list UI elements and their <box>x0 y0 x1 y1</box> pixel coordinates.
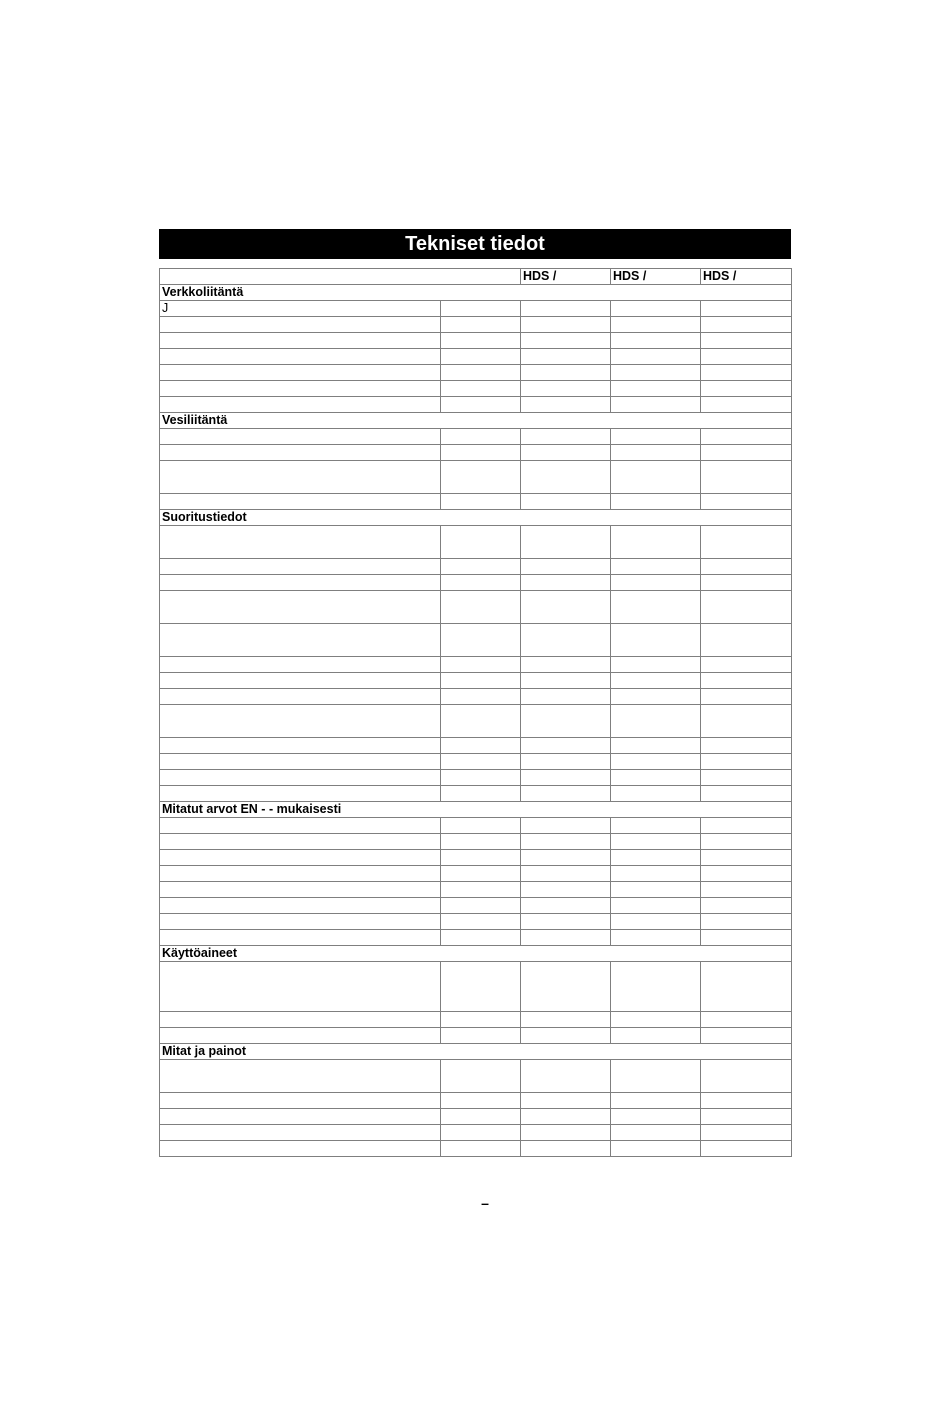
table-cell <box>441 1028 521 1044</box>
table-cell <box>441 914 521 930</box>
table-cell <box>521 397 611 413</box>
table-cell <box>521 624 611 657</box>
row-label-cell <box>160 1028 441 1044</box>
table-row <box>160 429 792 445</box>
table-cell <box>441 365 521 381</box>
table-cell <box>611 1125 701 1141</box>
table-cell <box>521 673 611 689</box>
row-label-cell <box>160 397 441 413</box>
table-cell <box>701 786 792 802</box>
table-row <box>160 754 792 770</box>
row-label-cell <box>160 1109 441 1125</box>
row-label-cell <box>160 349 441 365</box>
table-cell <box>611 1060 701 1093</box>
table-cell <box>611 333 701 349</box>
table-cell <box>441 1012 521 1028</box>
table-cell <box>521 882 611 898</box>
table-cell <box>701 866 792 882</box>
table-cell <box>611 1109 701 1125</box>
table-cell <box>441 770 521 786</box>
table-cell <box>611 657 701 673</box>
table-cell <box>701 349 792 365</box>
table-cell <box>521 898 611 914</box>
table-cell <box>701 834 792 850</box>
row-label-cell <box>160 559 441 575</box>
table-row <box>160 365 792 381</box>
table-cell <box>611 526 701 559</box>
table-cell <box>441 1125 521 1141</box>
table-cell <box>521 738 611 754</box>
table-cell <box>701 1141 792 1157</box>
row-label-cell <box>160 365 441 381</box>
table-cell <box>441 818 521 834</box>
table-cell <box>611 349 701 365</box>
table-cell <box>521 333 611 349</box>
row-label-cell <box>160 445 441 461</box>
table-row <box>160 930 792 946</box>
header-label-cell <box>160 269 441 285</box>
table-cell <box>521 705 611 738</box>
table-row <box>160 397 792 413</box>
row-label-cell <box>160 850 441 866</box>
table-cell <box>441 559 521 575</box>
row-label-cell <box>160 866 441 882</box>
row-label-cell <box>160 914 441 930</box>
row-label-cell <box>160 657 441 673</box>
section-heading-row <box>160 413 792 429</box>
table-cell <box>611 898 701 914</box>
table-cell <box>521 1093 611 1109</box>
page-title: Tekniset tiedot <box>159 229 791 259</box>
row-label-cell <box>160 381 441 397</box>
table-cell <box>521 494 611 510</box>
row-label-cell <box>160 930 441 946</box>
table-cell <box>441 429 521 445</box>
table-row <box>160 898 792 914</box>
table-row <box>160 689 792 705</box>
section-heading: Verkkoliitäntä <box>160 285 792 301</box>
table-row <box>160 1093 792 1109</box>
table-cell <box>441 494 521 510</box>
section-heading: Käyttöaineet <box>160 946 792 962</box>
table-cell <box>701 930 792 946</box>
table-cell <box>701 301 792 317</box>
table-cell <box>521 461 611 494</box>
table-cell <box>611 786 701 802</box>
row-label-cell <box>160 1141 441 1157</box>
table-cell <box>701 575 792 591</box>
table-cell <box>701 962 792 1012</box>
table-cell <box>701 1012 792 1028</box>
header-model-cell: HDS / <box>521 269 611 285</box>
table-cell <box>441 461 521 494</box>
table-row <box>160 1109 792 1125</box>
row-label-cell <box>160 1125 441 1141</box>
table-row <box>160 1060 792 1093</box>
row-label-cell <box>160 818 441 834</box>
table-cell <box>611 705 701 738</box>
table-cell <box>611 689 701 705</box>
table-cell <box>441 898 521 914</box>
table-cell <box>521 1125 611 1141</box>
row-label-cell <box>160 673 441 689</box>
table-cell <box>441 333 521 349</box>
table-cell <box>611 397 701 413</box>
table-cell <box>441 1141 521 1157</box>
table-cell <box>521 381 611 397</box>
table-cell <box>441 301 521 317</box>
table-cell <box>701 494 792 510</box>
table-header-row <box>160 269 792 285</box>
table-cell <box>701 898 792 914</box>
table-cell <box>701 705 792 738</box>
table-row <box>160 301 792 317</box>
row-label-cell <box>160 1093 441 1109</box>
table-row <box>160 1125 792 1141</box>
table-cell <box>611 914 701 930</box>
row-label-cell <box>160 461 441 494</box>
table-cell <box>701 381 792 397</box>
table-cell <box>611 1012 701 1028</box>
table-cell <box>701 882 792 898</box>
section-heading-row <box>160 1044 792 1060</box>
row-label-cell <box>160 526 441 559</box>
table-row <box>160 850 792 866</box>
table-cell <box>441 705 521 738</box>
section-heading: Mitatut arvot EN - - mukaisesti <box>160 802 792 818</box>
table-cell <box>441 381 521 397</box>
table-cell <box>521 818 611 834</box>
table-row <box>160 834 792 850</box>
table-cell <box>701 1109 792 1125</box>
table-cell <box>701 738 792 754</box>
row-label-cell <box>160 786 441 802</box>
table-cell <box>611 1093 701 1109</box>
header-model-cell: HDS / <box>701 269 792 285</box>
table-cell <box>611 673 701 689</box>
table-row <box>160 317 792 333</box>
table-cell <box>521 317 611 333</box>
table-cell <box>441 317 521 333</box>
table-row <box>160 962 792 1012</box>
table-cell <box>441 397 521 413</box>
table-row <box>160 1028 792 1044</box>
table-cell <box>521 930 611 946</box>
table-cell <box>611 365 701 381</box>
section-heading: Suoritustiedot <box>160 510 792 526</box>
table-row <box>160 445 792 461</box>
row-label-cell <box>160 333 441 349</box>
table-cell <box>441 689 521 705</box>
table-cell <box>611 866 701 882</box>
table-cell <box>521 834 611 850</box>
table-cell <box>521 914 611 930</box>
table-cell <box>701 770 792 786</box>
table-cell <box>441 834 521 850</box>
table-cell <box>701 461 792 494</box>
row-label-cell <box>160 591 441 624</box>
table-cell <box>701 526 792 559</box>
row-label-cell <box>160 494 441 510</box>
table-cell <box>441 1093 521 1109</box>
table-row <box>160 1141 792 1157</box>
table-cell <box>701 624 792 657</box>
table-cell <box>521 575 611 591</box>
section-heading-row <box>160 285 792 301</box>
table-row <box>160 381 792 397</box>
table-cell <box>611 770 701 786</box>
row-label-cell <box>160 705 441 738</box>
table-cell <box>521 1060 611 1093</box>
table-cell <box>701 559 792 575</box>
table-cell <box>521 429 611 445</box>
table-row <box>160 333 792 349</box>
table-cell <box>701 914 792 930</box>
row-label-cell <box>160 962 441 1012</box>
table-cell <box>611 494 701 510</box>
table-row <box>160 657 792 673</box>
table-row <box>160 818 792 834</box>
table-cell <box>611 962 701 1012</box>
table-cell <box>441 866 521 882</box>
table-cell <box>701 1060 792 1093</box>
table-cell <box>521 1141 611 1157</box>
table-cell <box>701 754 792 770</box>
table-cell <box>441 754 521 770</box>
table-cell <box>611 930 701 946</box>
row-label-cell <box>160 1060 441 1093</box>
table-row <box>160 591 792 624</box>
table-row <box>160 575 792 591</box>
table-cell <box>521 962 611 1012</box>
table-cell <box>521 866 611 882</box>
table-row <box>160 624 792 657</box>
table-cell <box>521 689 611 705</box>
row-label-cell <box>160 429 441 445</box>
row-label-cell <box>160 1012 441 1028</box>
table-cell <box>521 770 611 786</box>
table-cell <box>611 559 701 575</box>
table-cell <box>611 624 701 657</box>
row-label-cell <box>160 834 441 850</box>
row-label-cell <box>160 689 441 705</box>
table-cell <box>521 526 611 559</box>
table-cell <box>701 657 792 673</box>
table-cell <box>701 1093 792 1109</box>
table-cell <box>441 1109 521 1125</box>
table-cell <box>441 738 521 754</box>
row-label-cell <box>160 770 441 786</box>
table-cell <box>441 882 521 898</box>
table-cell <box>611 1141 701 1157</box>
table-cell <box>521 349 611 365</box>
table-cell <box>701 689 792 705</box>
table-cell <box>611 381 701 397</box>
table-cell <box>441 1060 521 1093</box>
row-label-cell <box>160 754 441 770</box>
table-cell <box>441 786 521 802</box>
table-cell <box>701 591 792 624</box>
row-label-cell <box>160 317 441 333</box>
table-cell <box>441 349 521 365</box>
table-cell <box>701 365 792 381</box>
table-row <box>160 494 792 510</box>
table-row <box>160 770 792 786</box>
table-cell <box>521 786 611 802</box>
section-heading: Mitat ja painot <box>160 1044 792 1060</box>
table-cell <box>441 657 521 673</box>
table-cell <box>441 591 521 624</box>
table-cell <box>611 754 701 770</box>
table-cell <box>611 461 701 494</box>
table-row <box>160 914 792 930</box>
table-cell <box>441 850 521 866</box>
table-row <box>160 705 792 738</box>
table-cell <box>611 834 701 850</box>
table-cell <box>701 850 792 866</box>
table-row <box>160 866 792 882</box>
table-cell <box>611 850 701 866</box>
table-cell <box>521 559 611 575</box>
row-label-cell <box>160 738 441 754</box>
table-cell <box>701 429 792 445</box>
table-cell <box>441 575 521 591</box>
table-row <box>160 786 792 802</box>
table-row <box>160 461 792 494</box>
table-cell <box>441 930 521 946</box>
table-cell <box>521 754 611 770</box>
section-heading-row <box>160 946 792 962</box>
table-row <box>160 673 792 689</box>
table-row <box>160 349 792 365</box>
table-cell <box>441 624 521 657</box>
page-number: – <box>481 1195 489 1211</box>
table-cell <box>441 673 521 689</box>
table-cell <box>611 818 701 834</box>
table-cell <box>521 591 611 624</box>
table-cell <box>611 445 701 461</box>
section-heading-row <box>160 802 792 818</box>
table-cell <box>521 445 611 461</box>
table-cell <box>701 333 792 349</box>
table-cell <box>701 1028 792 1044</box>
table-cell <box>521 301 611 317</box>
header-model-cell: HDS / <box>611 269 701 285</box>
row-label-cell: J <box>160 301 441 317</box>
table-cell <box>611 591 701 624</box>
table-cell <box>521 365 611 381</box>
table-cell <box>611 301 701 317</box>
table-row <box>160 882 792 898</box>
table-cell <box>521 1012 611 1028</box>
table-cell <box>701 317 792 333</box>
row-label-cell <box>160 624 441 657</box>
table-cell <box>521 850 611 866</box>
row-label-cell <box>160 898 441 914</box>
table-row <box>160 526 792 559</box>
table-cell <box>441 445 521 461</box>
header-unit-cell <box>441 269 521 285</box>
table-cell <box>521 657 611 673</box>
table-row <box>160 1012 792 1028</box>
table-cell <box>701 397 792 413</box>
table-row <box>160 738 792 754</box>
table-cell <box>701 673 792 689</box>
table-cell <box>701 818 792 834</box>
table-cell <box>441 962 521 1012</box>
table-cell <box>521 1109 611 1125</box>
table-cell <box>611 1028 701 1044</box>
row-label-cell <box>160 575 441 591</box>
table-cell <box>521 1028 611 1044</box>
table-cell <box>611 738 701 754</box>
table-cell <box>611 882 701 898</box>
table-cell <box>701 445 792 461</box>
row-label-cell <box>160 882 441 898</box>
technical-data-table <box>159 268 792 1157</box>
table-cell <box>611 317 701 333</box>
table-cell <box>441 526 521 559</box>
table-cell <box>701 1125 792 1141</box>
section-heading: Vesiliitäntä <box>160 413 792 429</box>
table-cell <box>611 575 701 591</box>
table-row <box>160 559 792 575</box>
table-cell <box>611 429 701 445</box>
section-heading-row <box>160 510 792 526</box>
